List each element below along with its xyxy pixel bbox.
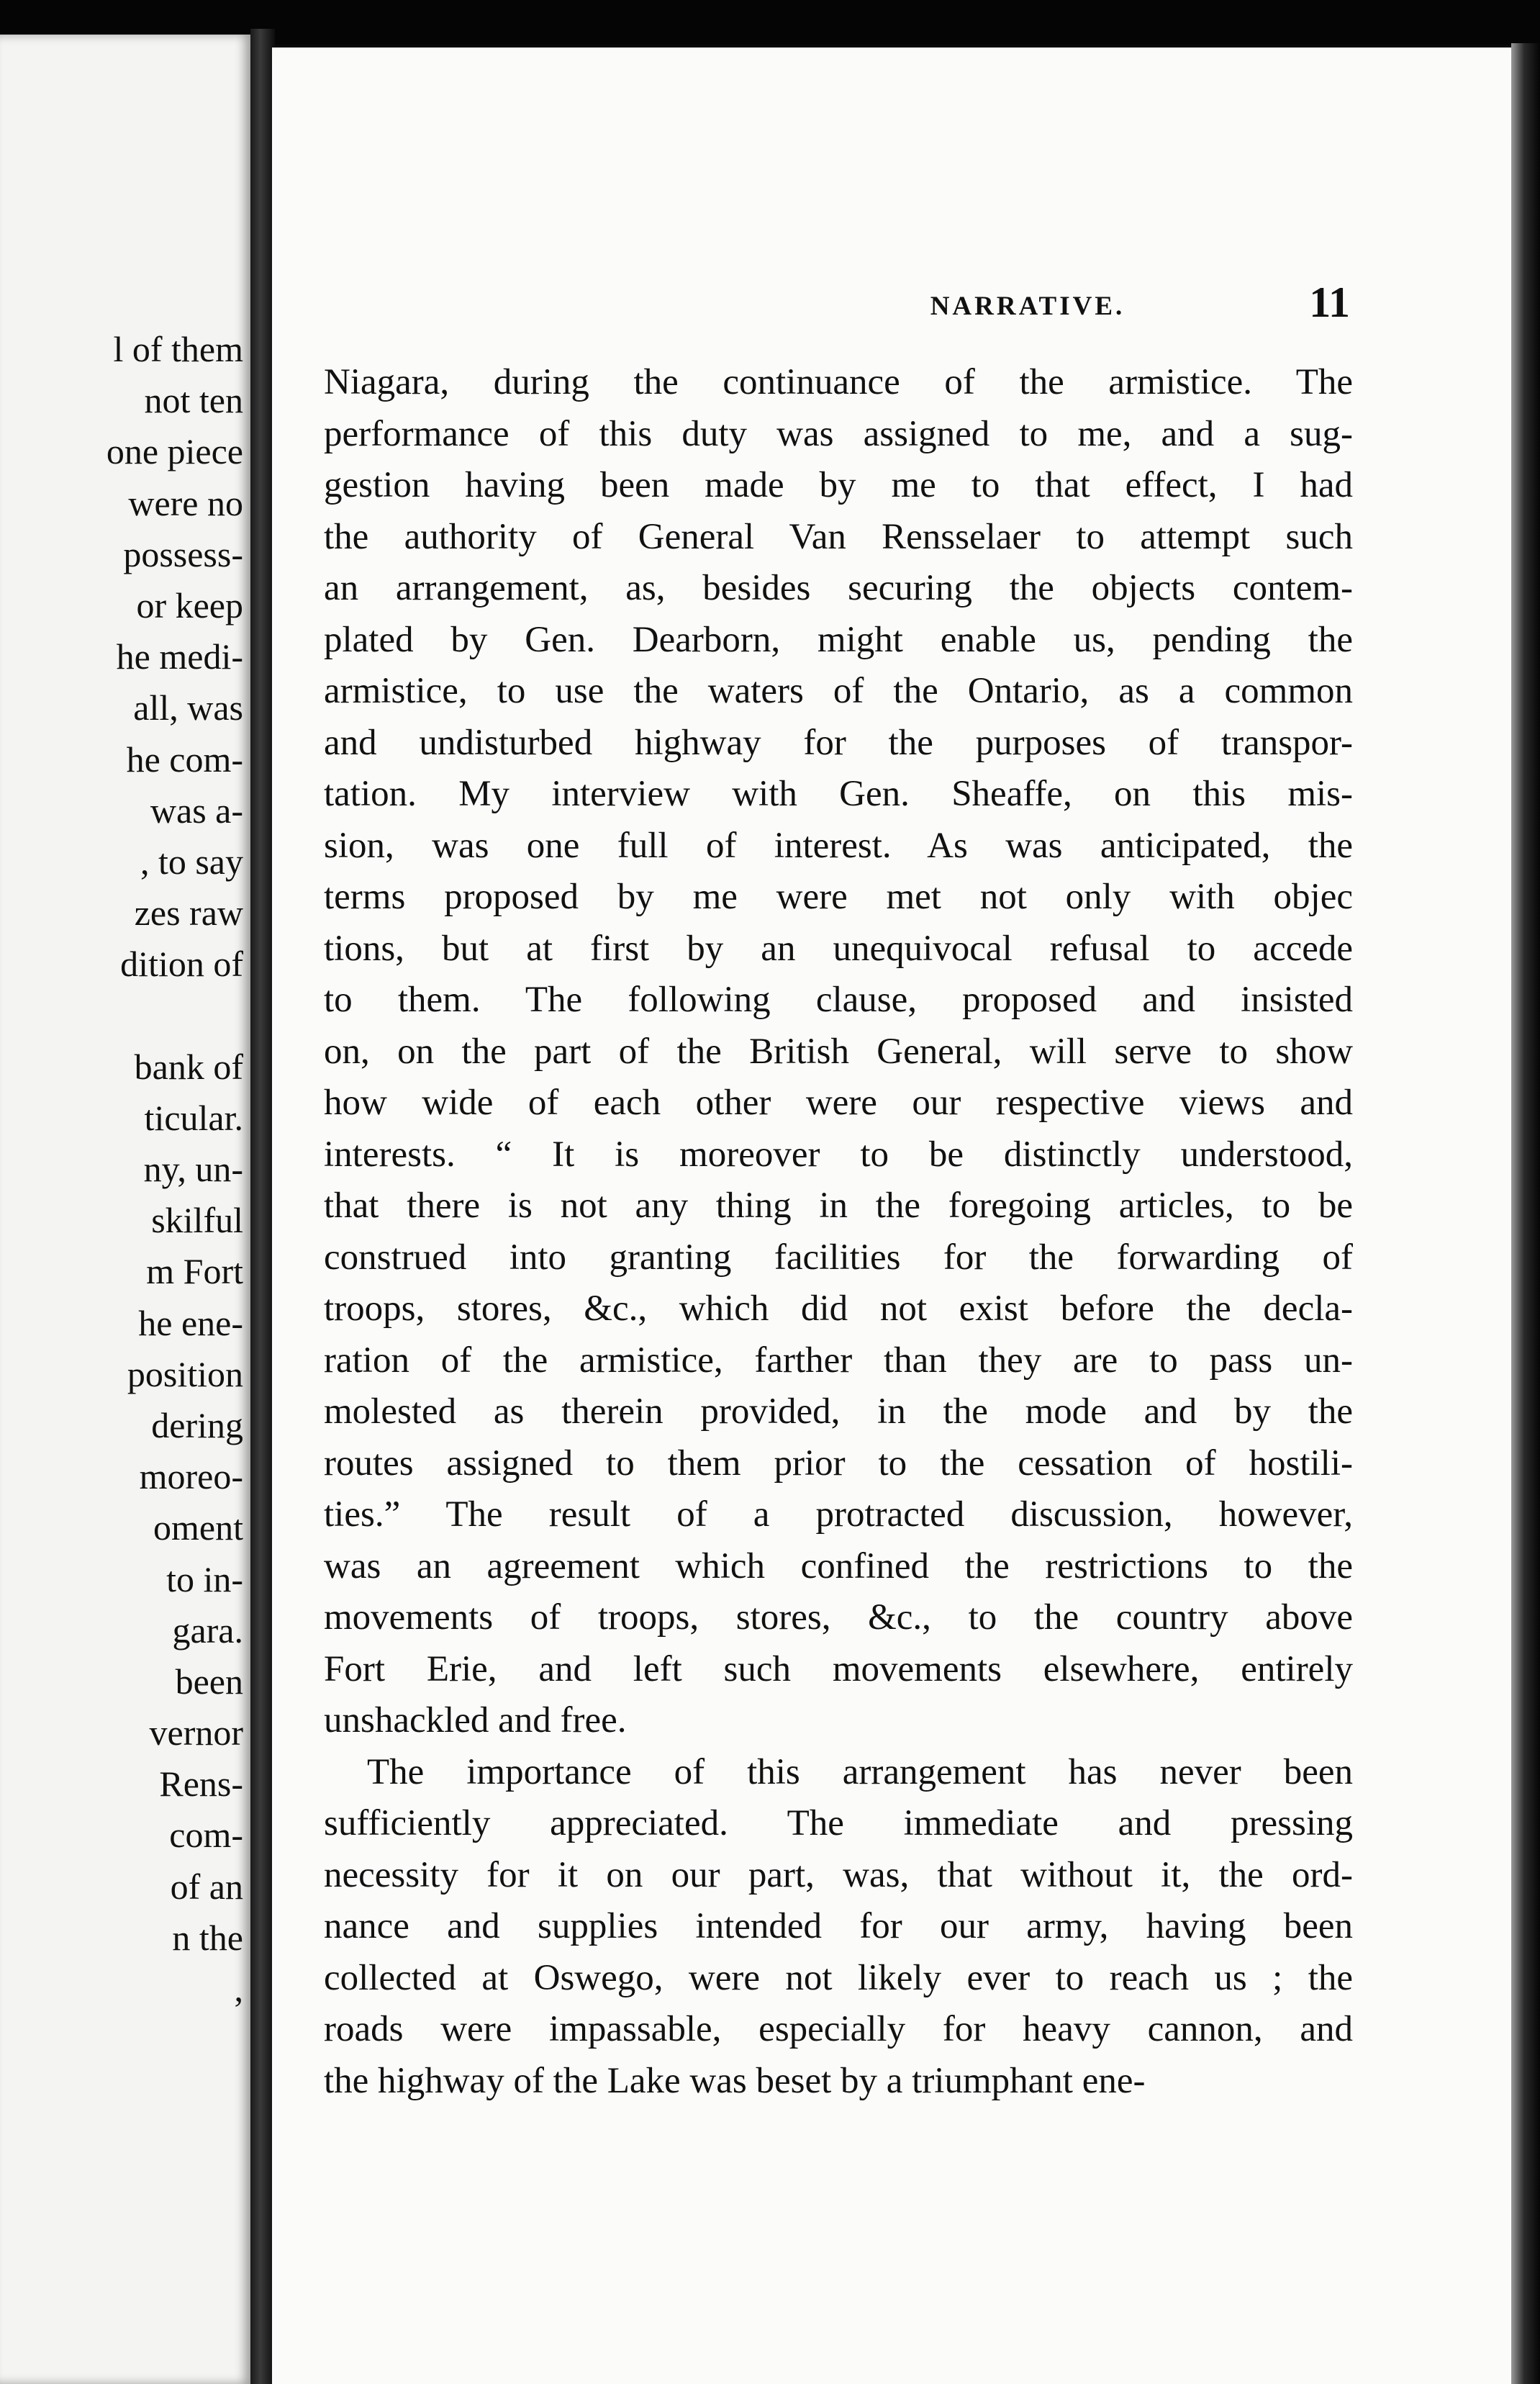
text-line: troops, stores, &c., which did not exist before the decla- [324,1288,1353,1329]
text-line: tions, but at first by an unequivocal refusal to accede [324,928,1353,969]
left-page-line: ny, un- [143,1149,243,1189]
left-page-line: not ten [144,380,243,421]
text-line: unshackled and free. [324,1700,627,1740]
left-page-text-column [0,324,243,2015]
left-page-line [0,990,243,1041]
text-line: the highway of the Lake was beset by a triumphant ene- [324,2060,1146,2101]
text-line: Niagara, during the continuance of the armistice. The [324,362,1353,402]
text-line: nance and supplies intended for our army, having been [324,1906,1353,1946]
left-page-line: to in- [166,1558,243,1599]
text-line: plated by Gen. Dearborn, might enable us, pending the [324,619,1353,660]
left-page-line: l of them [113,329,243,369]
text-line: the authority of General Van Rensselaer to attempt such [324,516,1353,557]
left-page-line: were no [128,482,243,523]
text-line: and undisturbed highway for the purposes of transpor- [324,722,1353,763]
page-number: 11 [1309,279,1350,326]
left-page-line: one piece [106,431,243,472]
text-line: an arrangement, as, besides securing the objects contem- [324,568,1353,608]
left-page-line: possess- [123,533,243,574]
left-page-line: n the [172,1917,243,1958]
text-line: interests. “ It is moreover to be distinctly understood, [324,1134,1353,1175]
left-page-line: he medi- [116,636,243,677]
left-page-line: vernor [149,1712,243,1753]
text-line: The importance of this arrangement has never been [367,1751,1353,1792]
left-page-line: com- [169,1815,243,1856]
left-page-line: all, was [133,687,243,728]
text-line: to them. The following clause, proposed and insisted [324,980,1353,1020]
left-page-line: position [127,1353,243,1394]
left-page-line: or keep [136,584,243,626]
left-page-line: dition of [120,944,243,985]
left-page-line: been [175,1661,243,1702]
left-page-line: bank of [134,1046,243,1087]
left-page-line: he com- [126,739,243,780]
text-line: terms proposed by me were met not only with objec [324,877,1353,917]
left-page-line: zes raw [134,893,243,934]
text-line: sufficiently appreciated. The immediate and pressing [324,1803,1353,1843]
text-line: molested as therein provided, in the mode and by the [324,1391,1353,1432]
left-page-line: Rens- [159,1764,243,1805]
paragraph-2 [324,1747,1353,2108]
left-page-fragment [0,35,252,2384]
text-line: ration of the armistice, farther than they are to pass un- [324,1340,1353,1381]
text-line: routes assigned to them prior to the cessation of hostili- [324,1442,1353,1484]
text-line: that there is not any thing in the foregoing articles, to be [324,1186,1353,1226]
text-line: sion, was one full of interest. As was anticipated, the [324,825,1353,866]
left-page-line: ticular. [144,1097,243,1138]
left-page-line: moreo- [139,1456,243,1497]
page-edge-shadow [1511,43,1540,2384]
left-page-line: , [234,1969,243,2009]
left-page-line: of an [170,1866,243,1907]
text-line: ties.” The result of a protracted discussion, however, [324,1494,1353,1535]
text-line: on, on the part of the British General, will serve to show [324,1031,1353,1072]
text-line: armistice, to use the waters of the Ontario, as a common [324,671,1353,711]
left-page-line: gara. [172,1609,243,1651]
body-text [324,357,1353,2107]
left-page-line: skilful [151,1200,243,1241]
left-page-line: m Fort [146,1251,243,1292]
text-line: movements of troops, stores, &c., to the country above [324,1597,1353,1638]
left-page-line: dering [151,1404,243,1445]
text-line: necessity for it on our part, was, that without it, the ord- [324,1854,1353,1895]
text-line: construed into granting facilities for the forwarding of [324,1237,1353,1278]
text-line: performance of this duty was assigned to me, and a sug- [324,413,1353,454]
book-gutter [250,29,275,2384]
paragraph-1 [324,357,1353,1747]
text-line: tation. My interview with Gen. Sheaffe, on this mis- [324,774,1353,814]
running-head: NARRATIVE. [930,292,1125,321]
text-line: Fort Erie, and left such movements elsewhere, entirely [324,1648,1353,1689]
text-line: gestion having been made by me to that effect, I had [324,465,1353,505]
text-line: collected at Oswego, were not likely ever to reach us ; the [324,1957,1353,1998]
left-page-line: , to say [140,841,243,882]
left-page-line: he ene- [138,1302,243,1343]
left-page-line: was a- [150,790,243,831]
text-line: how wide of each other were our respective views and [324,1083,1353,1123]
right-page [272,48,1517,2384]
text-line: was an agreement which confined the restrictions to the [324,1545,1353,1586]
text-line: roads were impassable, especially for heavy cannon, and [324,2009,1353,2049]
left-page-line: oment [153,1507,243,1548]
